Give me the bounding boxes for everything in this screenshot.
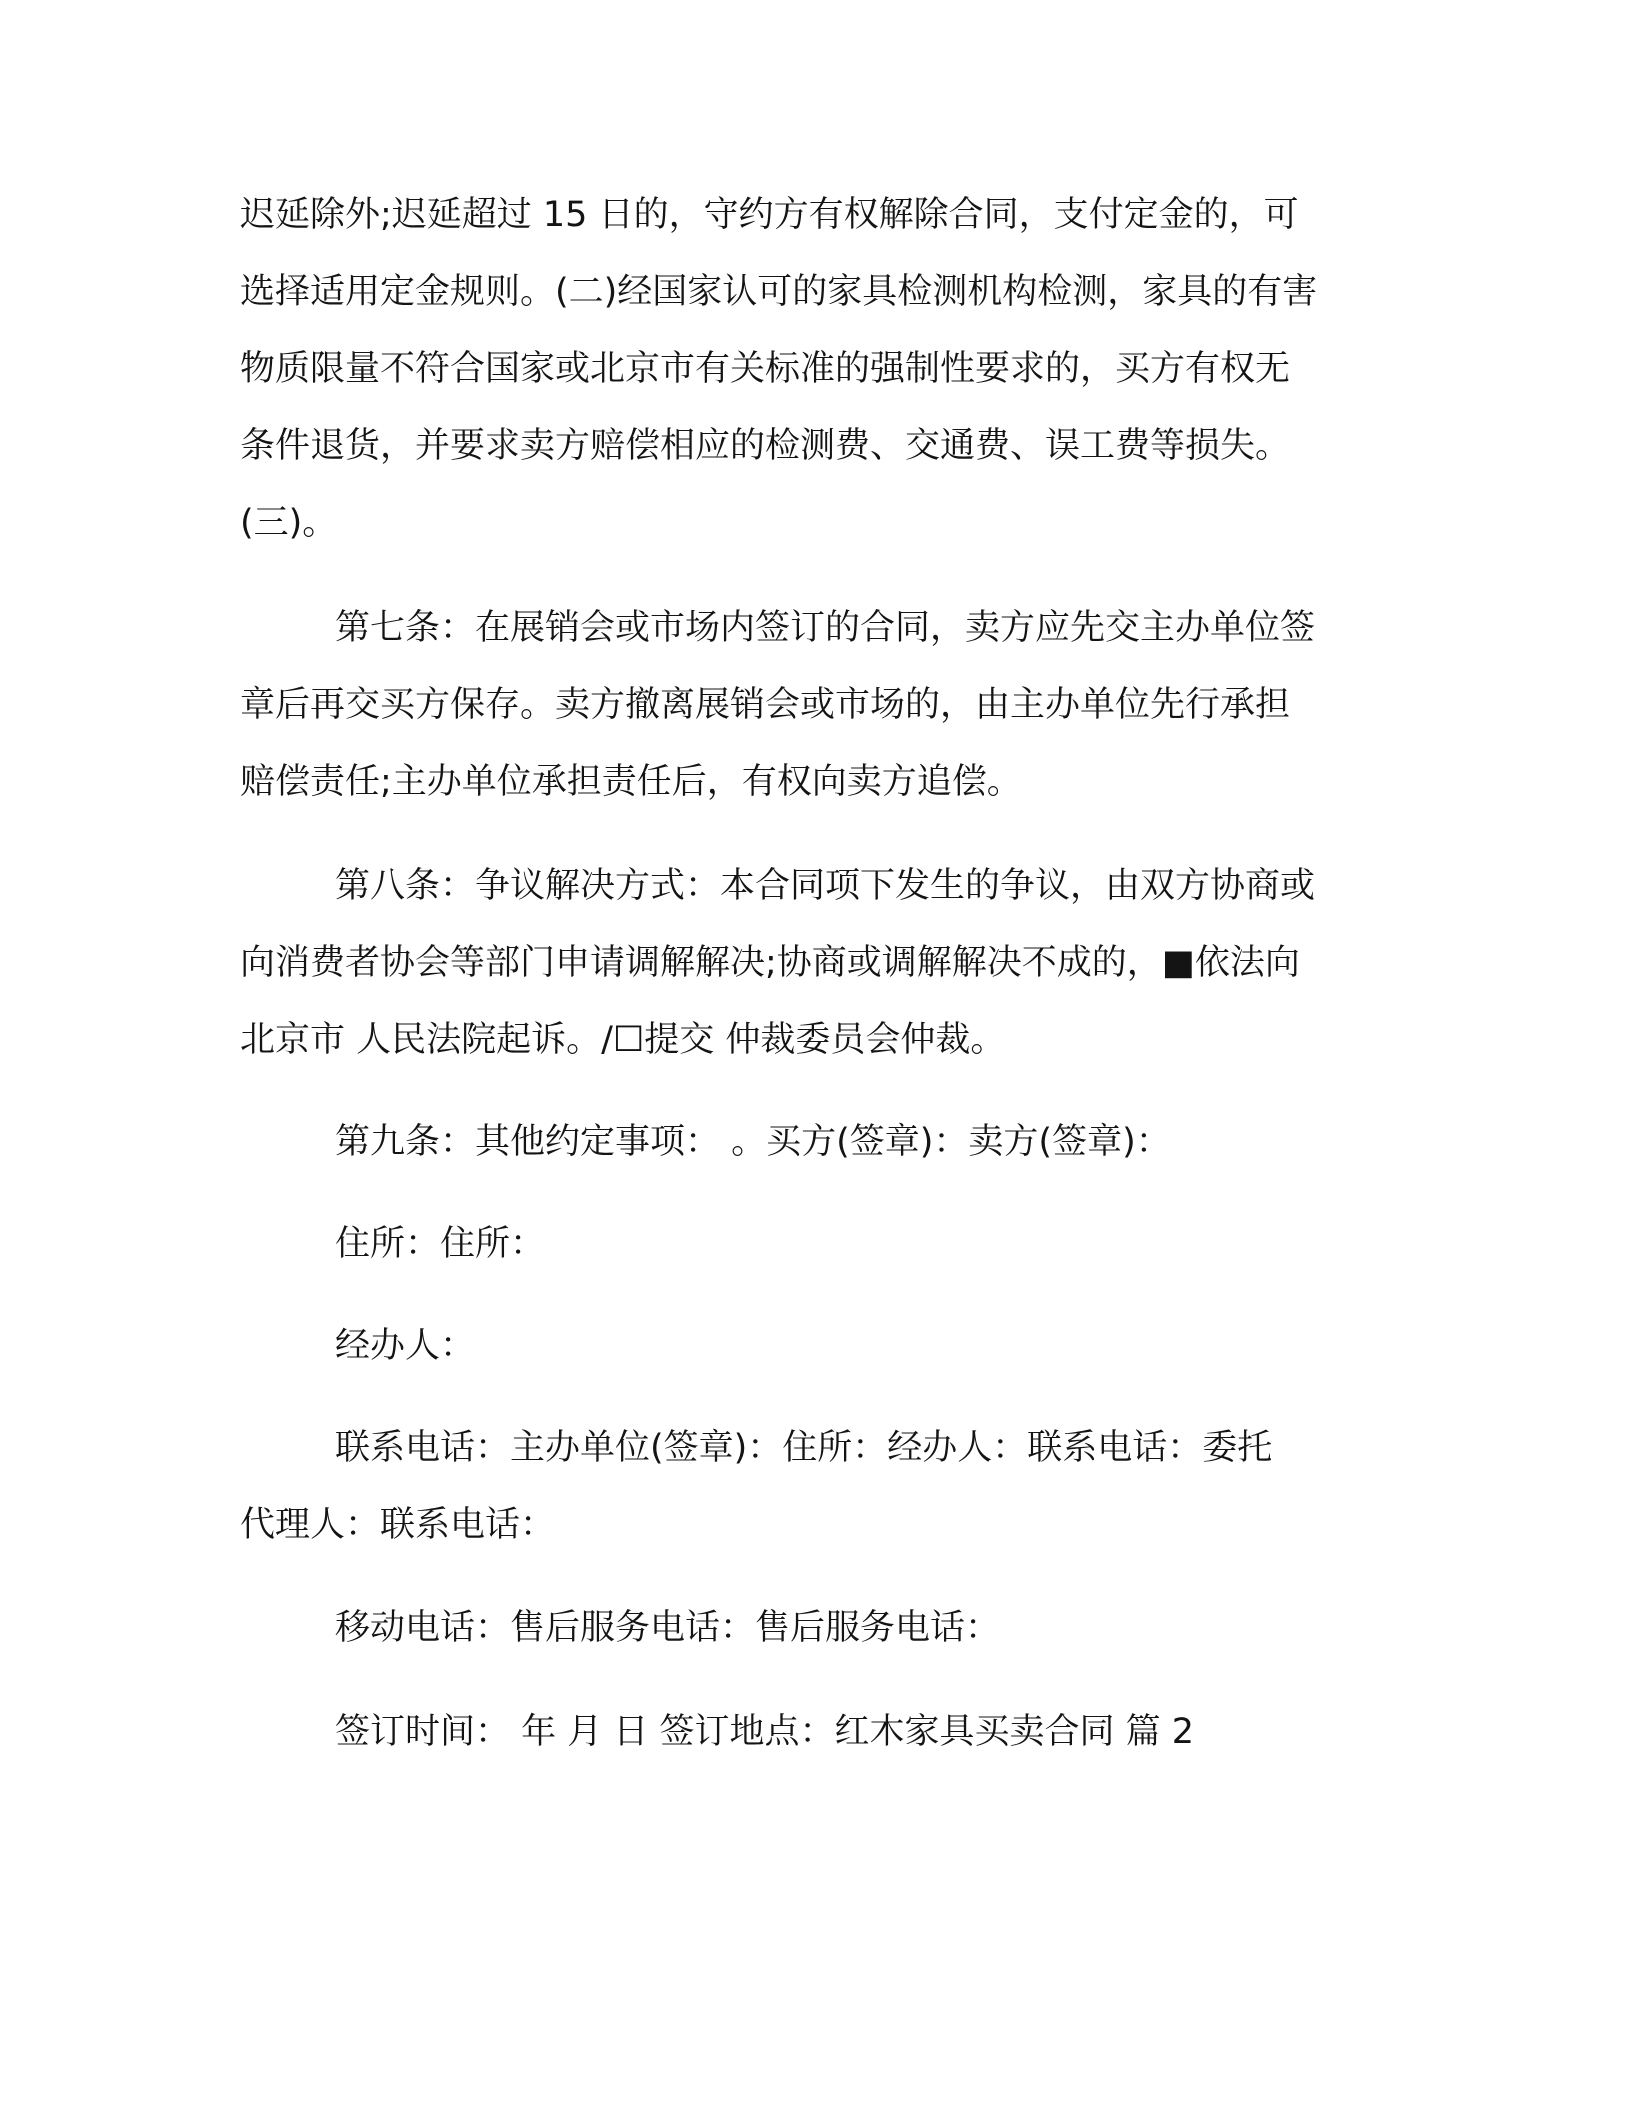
text-line: 迟延除外;迟延超过 15 日的，守约方有权解除合同，支付定金的，可 [240, 195, 1299, 235]
text-line: 章后再交买方保存。卖方撤离展销会或市场的，由主办单位先行承担 [240, 685, 1291, 725]
paragraph-contact [240, 1410, 1400, 1564]
text-line: 移动电话：售后服务电话：售后服务电话： [335, 1608, 1001, 1648]
text-line: 住所：住所： [335, 1224, 546, 1264]
text-line: 物质限量不符合国家或北京市有关标准的强制性要求的，买方有权无 [240, 349, 1291, 389]
text-line: 第九条：其他约定事项： 。买方(签章)：卖方(签章)： [335, 1122, 1171, 1162]
text-line: 选择适用定金规则。(二)经国家认可的家具检测机构检测，家具的有害 [240, 272, 1318, 312]
paragraph-continuation [240, 177, 1400, 562]
paragraph-article-7 [240, 590, 1400, 821]
text-line: 赔偿责任;主办单位承担责任后，有权向卖方追偿。 [240, 762, 1022, 802]
text-line: 经办人： [335, 1326, 476, 1366]
paragraph-signing-time [240, 1694, 1400, 1771]
paragraph-handler [240, 1308, 1400, 1385]
paragraph-article-9 [240, 1104, 1400, 1181]
paragraph-address [240, 1206, 1400, 1283]
paragraph-article-8 [240, 848, 1400, 1079]
text-line: 第七条：在展销会或市场内签订的合同，卖方应先交主办单位签 [335, 608, 1316, 648]
text-line: 代理人：联系电话： [240, 1505, 556, 1545]
text-line: 条件退货，并要求卖方赔偿相应的检测费、交通费、误工费等损失。 [240, 426, 1291, 466]
text-line: 向消费者协会等部门申请调解解决;协商或调解解决不成的，■依法向 [240, 943, 1300, 983]
text-line: 北京市 人民法院起诉。/☐提交 仲裁委员会仲裁。 [240, 1020, 1006, 1060]
text-line: 签订时间： 年 月 日 签订地点：红木家具买卖合同 篇 2 [335, 1712, 1195, 1752]
paragraph-mobile [240, 1590, 1400, 1667]
text-line: (三)。 [240, 503, 338, 543]
text-line: 第八条：争议解决方式：本合同项下发生的争议，由双方协商或 [335, 866, 1316, 906]
text-line: 联系电话：主办单位(签章)：住所：经办人：联系电话：委托 [335, 1428, 1273, 1468]
